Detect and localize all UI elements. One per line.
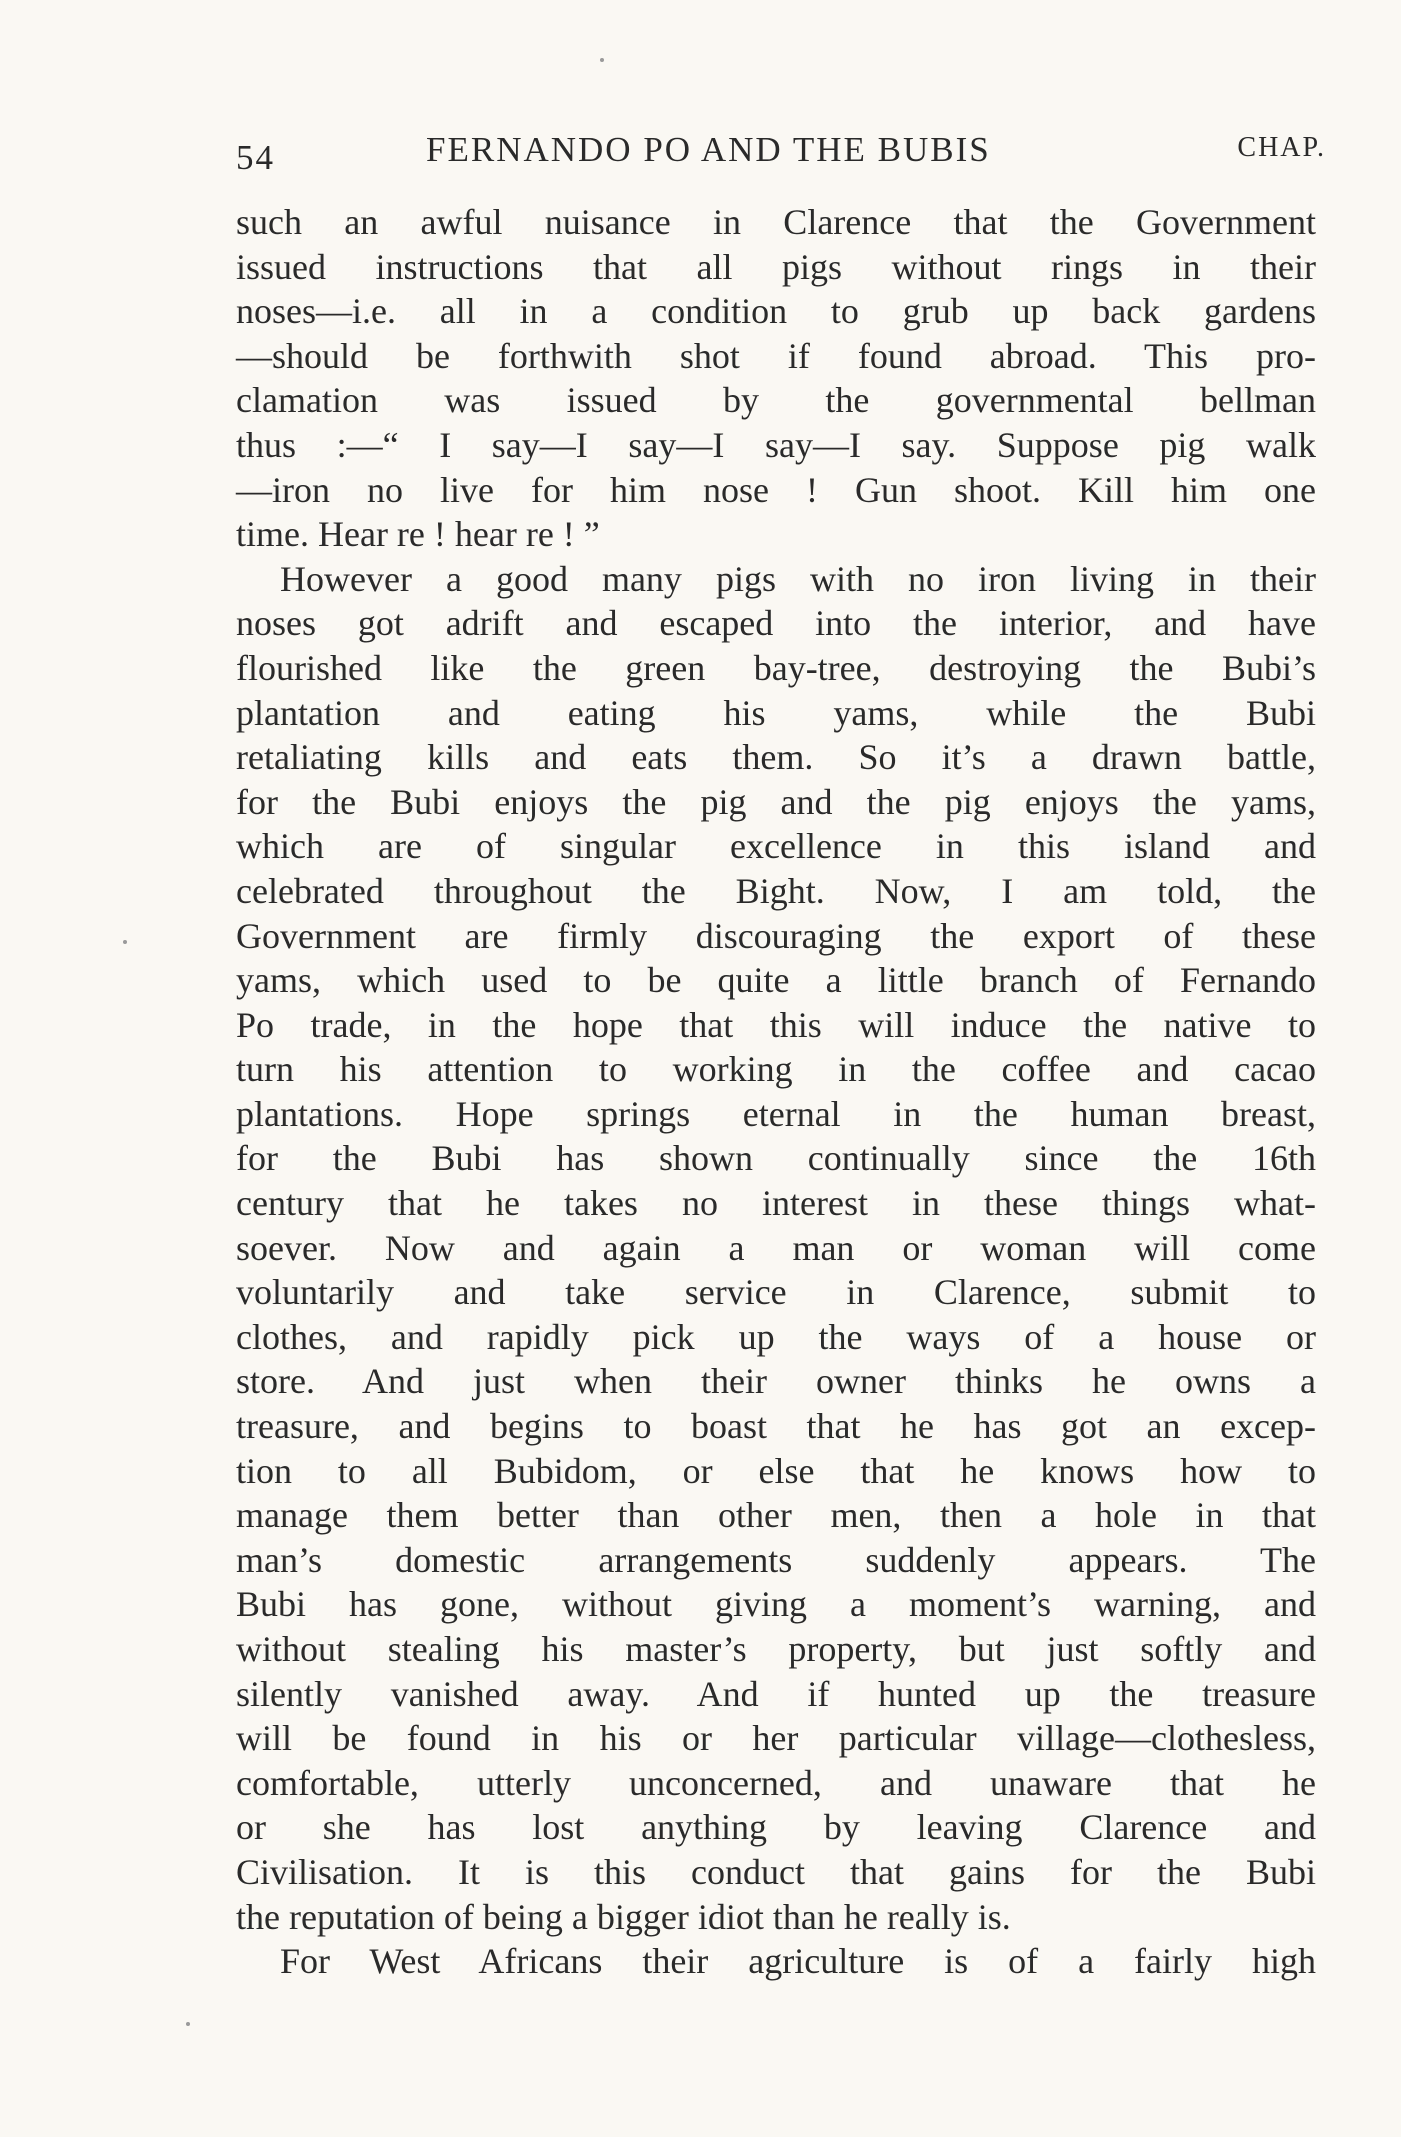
text-line: store. And just when their owner thinks he owns a xyxy=(236,1361,1316,1402)
text-line: noses—i.e. all in a condition to grub up back gardens xyxy=(236,291,1316,332)
text-line: —should be forthwith shot if found abroad. This pro- xyxy=(236,335,1316,376)
page-number: 54 xyxy=(236,138,275,177)
text-line: silently vanished away. And if hunted up the treasure xyxy=(236,1673,1316,1714)
text-line: celebrated throughout the Bight. Now, I am told, the xyxy=(236,870,1316,911)
chapter-label: CHAP. xyxy=(1237,132,1326,163)
text-line: plantation and eating his yams, while the Bubi xyxy=(236,692,1316,733)
running-header xyxy=(236,130,1326,180)
text-line: issued instructions that all pigs without rings in their xyxy=(236,246,1316,287)
text-line: flourished like the green bay-tree, destroying the Bubi’s xyxy=(236,647,1316,688)
text-line: noses got adrift and escaped into the interior, and have xyxy=(236,603,1316,644)
text-line: manage them better than other men, then a hole in that xyxy=(236,1495,1316,1536)
body-text xyxy=(236,200,1316,1984)
text-line: soever. Now and again a man or woman will come xyxy=(236,1227,1316,1268)
text-line: which are of singular excellence in this island and xyxy=(236,826,1316,867)
text-line: retaliating kills and eats them. So it’s a drawn battle, xyxy=(236,737,1316,778)
text-line: such an awful nuisance in Clarence that the Government xyxy=(236,202,1316,242)
text-line: tion to all Bubidom, or else that he knows how to xyxy=(236,1450,1316,1491)
text-line: without stealing his master’s property, but just softly and xyxy=(236,1629,1316,1669)
text-line: time. Hear re ! hear re ! ” xyxy=(236,514,600,555)
text-line: clamation was issued by the governmental bellman xyxy=(236,380,1316,421)
paper-speck xyxy=(123,940,127,944)
text-line: yams, which used to be quite a little branch of Fernando xyxy=(236,960,1316,1001)
text-line: treasure, and begins to boast that he has got an excep- xyxy=(236,1406,1316,1447)
text-line: —iron no live for him nose ! Gun shoot. Kill him one xyxy=(236,469,1316,510)
paper-speck xyxy=(186,2022,190,2026)
text-line: clothes, and rapidly pick up the ways of a house or xyxy=(236,1316,1316,1357)
text-line: Po trade, in the hope that this will induce the native to xyxy=(236,1004,1316,1045)
text-line: turn his attention to working in the coffee and cacao xyxy=(236,1049,1316,1090)
text-line: for the Bubi has shown continually since the 16th xyxy=(236,1138,1316,1179)
text-line: or she has lost anything by leaving Clarence and xyxy=(236,1807,1316,1848)
text-line: However a good many pigs with no iron living in their xyxy=(280,558,1316,599)
paper-speck xyxy=(600,58,604,62)
text-line: century that he takes no interest in these things what- xyxy=(236,1183,1316,1224)
text-line: will be found in his or her particular village—clothesless, xyxy=(236,1718,1316,1759)
text-line: for the Bubi enjoys the pig and the pig enjoys the yams, xyxy=(236,781,1316,822)
text-line: the reputation of being a bigger idiot than he really is. xyxy=(236,1896,1011,1937)
text-line: man’s domestic arrangements suddenly appears. The xyxy=(236,1539,1316,1580)
text-line: Civilisation. It is this conduct that gains for the Bubi xyxy=(236,1851,1316,1892)
text-line: Government are firmly discouraging the export of these xyxy=(236,915,1316,956)
text-line: comfortable, utterly unconcerned, and unaware that he xyxy=(236,1762,1316,1803)
text-line: Bubi has gone, without giving a moment’s warning, and xyxy=(236,1584,1316,1625)
text-line: voluntarily and take service in Clarence, submit to xyxy=(236,1272,1316,1313)
running-title: FERNANDO PO AND THE BUBIS xyxy=(426,130,991,169)
text-line: thus :—“ I say—I say—I say—I say. Suppose pig walk xyxy=(236,424,1316,465)
text-line: plantations. Hope springs eternal in the human breast, xyxy=(236,1093,1316,1134)
text-line: For West Africans their agriculture is of a fairly high xyxy=(280,1941,1316,1982)
